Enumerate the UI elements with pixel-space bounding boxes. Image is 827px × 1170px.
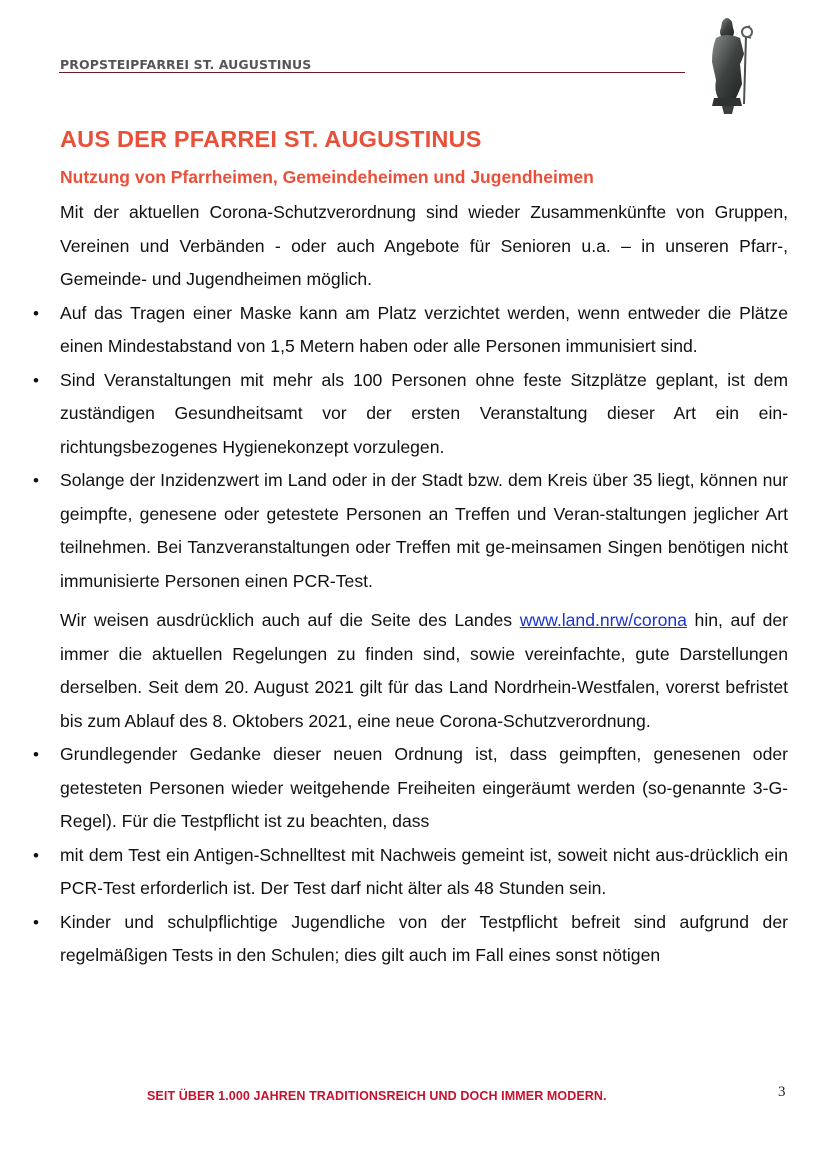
header-divider bbox=[59, 72, 685, 73]
paragraph-text: Wir weisen ausdrücklich auch auf die Seite des Landes bbox=[60, 610, 520, 630]
list-item: • Solange der Inzidenzwert im Land oder in der Stadt bzw. dem Kreis über 35 liegt, können nur geimpfte, genesene oder getestete Personen an Treffen und Veran-staltungen jeglicher Art teilnehmen. Bei Tanzveranstaltungen oder Treffen mit ge-meinsamen Singen benötigen nicht immunisierte Personen einen PCR-Test. bbox=[60, 464, 788, 598]
list-item: • Kinder und schulpflichtige Jugendliche von der Testpflicht befreit sind aufgrund der regelmäßigen Tests in den Schulen; dies gilt auch im Fall eines sonst nötigen bbox=[60, 906, 788, 973]
augustinus-statue-icon bbox=[700, 14, 762, 118]
list-item: • Grundlegender Gedanke dieser neuen Ordnung ist, dass geimpften, genesenen oder getesteten Personen wieder weitgehende Freiheiten eingeräumt werden (so-genannte 3-G-Regel). Für die Testpflicht ist zu beachten, dass bbox=[60, 738, 788, 839]
testing-rules-list bbox=[60, 738, 788, 973]
article-body bbox=[60, 196, 788, 973]
list-item: • Sind Veranstaltungen mit mehr als 100 Personen ohne feste Sitzplätze geplant, ist dem zuständigen Gesundheitsamt vor der ersten Veranstaltung dieser Art ein ein-richtungsbezogenes Hygienekonzept vorzulegen. bbox=[60, 364, 788, 465]
page-number: 3 bbox=[778, 1084, 786, 1100]
list-item: • mit dem Test ein Antigen-Schnelltest mit Nachweis gemeint ist, soweit nicht aus-drücklich ein PCR-Test erforderlich ist. Der Test darf nicht älter als 48 Stunden sein. bbox=[60, 839, 788, 906]
footer-slogan: SEIT ÜBER 1.000 JAHREN TRADITIONSREICH UND DOCH IMMER MODERN. bbox=[147, 1089, 607, 1103]
header-title: PROPSTEIPFARREI ST. AUGUSTINUS bbox=[60, 57, 312, 72]
list-item: • Auf das Tragen einer Maske kann am Platz verzichtet werden, wenn entweder die Plätze einen Mindestabstand von 1,5 Metern haben oder alle Personen immunisiert sind. bbox=[60, 297, 788, 364]
section-subheading: Nutzung von Pfarrheimen, Gemeindeheimen und Jugendheimen bbox=[60, 167, 594, 187]
page-heading: AUS DER PFARREI ST. AUGUSTINUS bbox=[60, 126, 482, 152]
info-paragraph bbox=[60, 604, 788, 738]
paragraph-text: hin, auf der immer die aktuellen Regelungen zu finden sind, sowie vereinfachte, gute Darstellungen derselben. Seit dem 20. August 2021 gilt für das Land Nordrhein-Westfalen, vorerst befristet bis zum Ablauf des 8. Oktobers 2021, eine neue Corona-Schutzverordnung. bbox=[60, 610, 789, 731]
nrw-corona-link[interactable]: www.land.nrw/corona bbox=[519, 610, 687, 630]
rules-list bbox=[60, 297, 788, 599]
intro-paragraph: Mit der aktuellen Corona-Schutzverordnung sind wieder Zusammenkünfte von Gruppen, Vereinen und Verbänden - oder auch Angebote für Senioren u.a. – in unseren Pfarr-, Gemeinde- und Jugendheimen möglich. bbox=[60, 202, 788, 289]
